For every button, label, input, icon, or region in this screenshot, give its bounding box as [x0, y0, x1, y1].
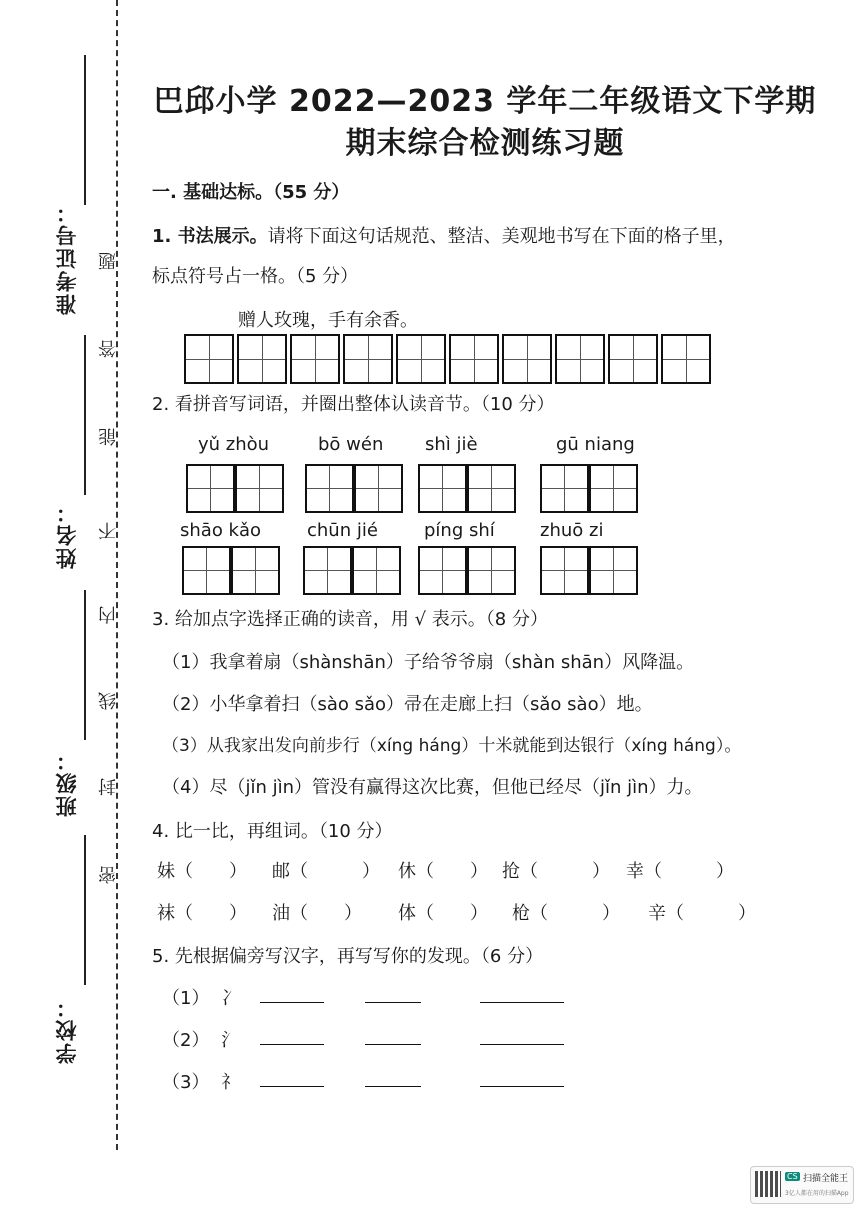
grid-cell[interactable]: [303, 546, 352, 595]
q1-text-a: 请将下面这句话规范、整洁、美观地书写在下面的格子里，: [267, 226, 736, 247]
seal-char: 线: [98, 692, 119, 710]
word-char: 抢: [502, 861, 520, 882]
word-item[interactable]: 妹（ ）: [157, 861, 247, 882]
radical-label: （3）: [162, 1072, 210, 1093]
answer-grid-pair[interactable]: [418, 464, 516, 513]
answer-grid-pair[interactable]: [418, 546, 516, 595]
seal-char: 内: [98, 606, 119, 624]
grid-cell[interactable]: [589, 464, 638, 513]
pinyin-label: gū niang: [556, 434, 635, 455]
word-item[interactable]: 辛（ ）: [648, 903, 756, 924]
q3-item: （3）从我家出发向前步行（xíng háng）十米就能到达银行（xíng háng）。: [162, 736, 742, 756]
grid-cell[interactable]: [418, 546, 467, 595]
word-item[interactable]: 邮（ ）: [272, 861, 380, 882]
q1-line1: [152, 222, 736, 248]
pinyin-label: zhuō zi: [540, 520, 604, 541]
grid-cell[interactable]: [608, 334, 658, 384]
grid-cell[interactable]: [661, 334, 711, 384]
answer-blank[interactable]: [365, 982, 421, 1003]
grid-cell[interactable]: [343, 334, 393, 384]
page-title: 巴邱小学 2022—2023 学年二年级语文下学期: [153, 84, 817, 119]
seal-char: 能: [98, 428, 119, 446]
grid-cell[interactable]: [449, 334, 499, 384]
answer-blank[interactable]: [480, 982, 564, 1003]
name-underline: [84, 335, 86, 495]
q5-text: 5. 先根据偏旁写汉字，再写写你的发现。（6 分）: [152, 946, 544, 967]
seal-char: 不: [98, 522, 119, 540]
word-char: 袜: [157, 903, 175, 924]
pinyin-label: chūn jié: [307, 520, 378, 541]
answer-blank[interactable]: [365, 1066, 421, 1087]
exam-no-underline: [84, 55, 86, 205]
answer-blank[interactable]: [365, 1024, 421, 1045]
answer-grid-pair[interactable]: [182, 546, 280, 595]
class-underline: [84, 590, 86, 740]
q3-item: （1）我拿着扇（shànshān）子给爷爷扇（shàn shān）风降温。: [162, 652, 695, 673]
answer-blank[interactable]: [480, 1024, 564, 1045]
grid-cell[interactable]: [186, 464, 235, 513]
binding-dashed-line: [116, 0, 118, 1150]
grid-cell[interactable]: [540, 546, 589, 595]
seal-char: 答: [98, 340, 119, 358]
q1-writing-grid[interactable]: [184, 334, 714, 384]
pinyin-label: shāo kǎo: [180, 520, 262, 541]
grid-cell[interactable]: [467, 464, 516, 513]
section-heading: 一. 基础达标。（55 分）: [152, 182, 350, 203]
scanner-tagline: 3亿人都在用的扫描App: [785, 1190, 849, 1197]
grid-cell[interactable]: [589, 546, 638, 595]
grid-cell[interactable]: [540, 464, 589, 513]
radical: 冫: [221, 988, 240, 1009]
word-char: 枪: [512, 903, 530, 924]
answer-grid-pair[interactable]: [303, 546, 401, 595]
name-label: 姓名：: [55, 500, 79, 569]
word-char: 幸: [626, 861, 644, 882]
pinyin-label: yǔ zhòu: [198, 434, 270, 455]
grid-cell[interactable]: [237, 334, 287, 384]
answer-grid-pair[interactable]: [540, 464, 638, 513]
grid-cell[interactable]: [235, 464, 284, 513]
word-item[interactable]: 幸（ ）: [626, 861, 734, 882]
word-char: 辛: [648, 903, 666, 924]
qr-code-icon: [755, 1171, 781, 1197]
word-char: 体: [398, 903, 416, 924]
q3-text: 3. 给加点字选择正确的读音，用 √ 表示。（8 分）: [152, 609, 548, 630]
pinyin-label: bō wén: [318, 434, 384, 455]
seal-char: 题: [98, 252, 119, 270]
grid-cell[interactable]: [231, 546, 280, 595]
answer-blank[interactable]: [260, 1066, 324, 1087]
word-item[interactable]: 抢（ ）: [502, 861, 610, 882]
word-item[interactable]: 袜（ ）: [157, 903, 247, 924]
answer-blank[interactable]: [260, 982, 324, 1003]
class-label: 班级：: [55, 748, 79, 817]
q1-sentence: 赠人玫瑰，手有余香。: [238, 310, 418, 331]
q1-prefix: 1. 书法展示。: [152, 226, 268, 247]
grid-cell[interactable]: [555, 334, 605, 384]
radical-row: [162, 1026, 239, 1052]
radical-label: （2）: [162, 1030, 210, 1051]
exam-no-label: 准考证号：: [55, 200, 79, 315]
q4-text: 4. 比一比，再组词。（10 分）: [152, 821, 393, 842]
scanner-name: 扫描全能王: [803, 1174, 849, 1184]
radical-row: [162, 1068, 239, 1094]
radical-label: （1）: [162, 988, 210, 1009]
grid-cell[interactable]: [290, 334, 340, 384]
radical-row: [162, 984, 239, 1010]
q2-text: 2. 看拼音写词语，并圈出整体认读音节。（10 分）: [152, 394, 555, 415]
word-char: 休: [398, 861, 416, 882]
answer-blank[interactable]: [260, 1024, 324, 1045]
word-item[interactable]: 休（ ）: [398, 861, 488, 882]
word-item[interactable]: 体（ ）: [398, 903, 488, 924]
grid-cell[interactable]: [184, 334, 234, 384]
page-subtitle: 期末综合检测练习题: [345, 126, 625, 161]
q3-item: （2）小华拿着扫（sào sǎo）帚在走廊上扫（sǎo sào）地。: [162, 694, 653, 715]
grid-cell[interactable]: [418, 464, 467, 513]
grid-cell[interactable]: [467, 546, 516, 595]
grid-cell[interactable]: [352, 546, 401, 595]
word-char: 邮: [272, 861, 290, 882]
pinyin-label: shì jiè: [425, 434, 478, 455]
grid-cell[interactable]: [502, 334, 552, 384]
pinyin-label: píng shí: [424, 520, 495, 541]
answer-grid-pair[interactable]: [305, 464, 403, 513]
word-item[interactable]: 枪（ ）: [512, 903, 620, 924]
answer-grid-pair[interactable]: [186, 464, 284, 513]
grid-cell[interactable]: [396, 334, 446, 384]
seal-char: 密: [98, 866, 119, 884]
school-label: 学校：: [55, 995, 79, 1064]
radical: 礻: [221, 1072, 240, 1093]
word-char: 妹: [157, 861, 175, 882]
grid-cell[interactable]: [182, 546, 231, 595]
word-char: 油: [272, 903, 290, 924]
q3-item: （4）尽（jǐn jìn）管没有赢得这次比赛，但他已经尽（jǐn jìn）力。: [162, 777, 703, 798]
answer-blank[interactable]: [480, 1066, 564, 1087]
word-item[interactable]: 油（ ）: [272, 903, 362, 924]
radical: 氵: [221, 1030, 240, 1051]
answer-grid-pair[interactable]: [540, 546, 638, 595]
grid-cell[interactable]: [305, 464, 354, 513]
grid-cell[interactable]: [354, 464, 403, 513]
school-underline: [84, 835, 86, 985]
scanner-watermark: [750, 1166, 854, 1204]
seal-char: 封: [98, 778, 119, 796]
scanner-badge: CS: [787, 1172, 798, 1181]
q1-line2: 标点符号占一格。（5 分）: [152, 266, 359, 287]
